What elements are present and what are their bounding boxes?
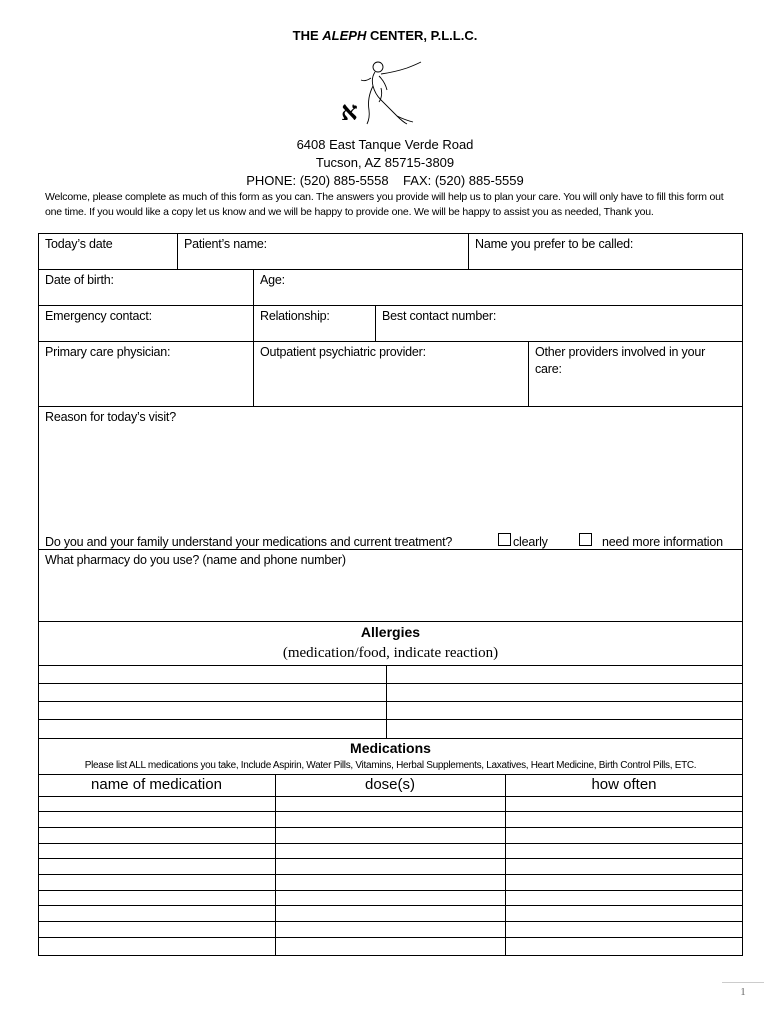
medication-row[interactable] [39,938,742,955]
clinic-logo [335,58,427,130]
dancer-figure-icon [335,58,427,130]
medication-row[interactable] [39,906,742,921]
preferred-name-field[interactable]: Name you prefer to be called: [475,237,634,251]
address-city: Tucson, AZ 85715-3809 [315,155,455,170]
allergies-subtitle: (medication/food, indicate reaction) [282,645,499,661]
medications-instructions: Please list ALL medications you take, Include Aspirin, Water Pills, Vitamins, Herbal Supplements, Laxatives, Heart Medicine, Birth Control Pills, ETC. [84,760,697,771]
medications-title: Medications [350,740,431,756]
medication-row[interactable] [39,859,742,874]
col-medication-name: name of medication [91,776,222,793]
understand-question: Do you and your family understand your medications and current treatment? [45,535,453,549]
address-street: 6408 East Tanque Verde Road [296,137,474,152]
pcp-field[interactable]: Primary care physician: [45,345,171,359]
patient-name-field[interactable]: Patient’s name: [184,237,267,251]
col-dose: dose(s) [364,776,416,793]
phone-fax: PHONE: (520) 885-5558 FAX: (520) 885-5559 [246,173,524,188]
welcome-text: Welcome, please complete as much of this form as you can. The answers you provide will help us to plan your care. You will only have to fill this form out one time. If you would like a copy let us know and we will be happy to provide one. We will be happy to assist you as needed, Thank you. [45,191,724,218]
clearly-label: clearly [513,535,548,549]
aleph-letter: א [341,97,358,127]
clearly-checkbox[interactable] [498,533,511,546]
allergy-entry-left[interactable] [39,666,385,738]
todays-date-field[interactable]: Today’s date [45,237,113,251]
medication-row[interactable] [39,891,742,905]
medication-row[interactable] [39,797,742,811]
best-contact-field[interactable]: Best contact number: [382,309,497,323]
clinic-title: THE ALEPH CENTER, P.L.L.C. [292,28,478,43]
medication-row[interactable] [39,875,742,890]
dob-field[interactable]: Date of birth: [45,273,114,287]
pharmacy-field[interactable]: What pharmacy do you use? (name and phone number) [45,553,346,567]
outpatient-provider-field[interactable]: Outpatient psychiatric provider: [260,345,426,359]
relationship-field[interactable]: Relationship: [260,309,330,323]
medication-row[interactable] [39,812,742,827]
col-how-often: how often [591,776,657,793]
allergies-title: Allergies [360,624,421,640]
more-info-label: need more information [602,535,723,549]
medication-row[interactable] [39,828,742,843]
reason-field[interactable]: Reason for today’s visit? [45,410,176,424]
more-info-checkbox[interactable] [579,533,592,546]
age-field[interactable]: Age: [260,273,285,287]
other-providers-field[interactable]: Other providers involved in your care: [535,345,706,376]
medication-row[interactable] [39,844,742,858]
page-number: 1 [740,986,746,998]
allergy-entry-right[interactable] [387,666,742,738]
medication-row[interactable] [39,922,742,937]
emergency-contact-field[interactable]: Emergency contact: [45,309,152,323]
